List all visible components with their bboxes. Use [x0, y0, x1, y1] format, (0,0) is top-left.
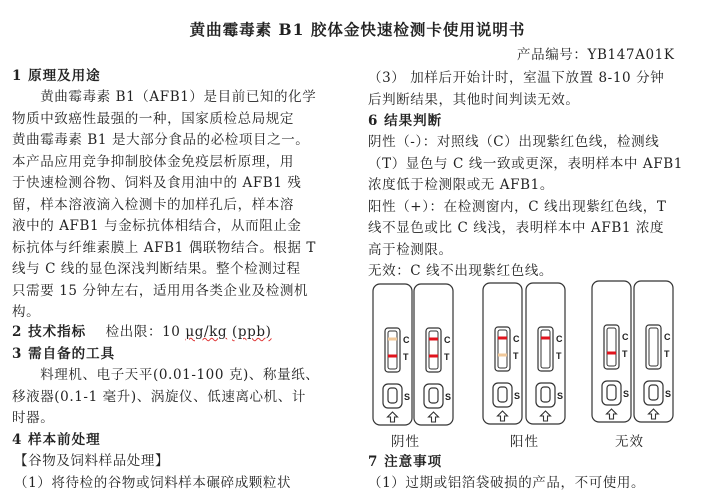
text-line: 黄曲霉毒素 B1（AFB1）是目前已知的化学: [12, 89, 317, 105]
s-label: S: [623, 389, 630, 399]
product-code: 产品编号：YB147A01K: [517, 47, 675, 63]
t-label: T: [444, 352, 450, 362]
text-line: 标抗体与纤维素膜上 AFB1 偶联物结合。根据 T: [12, 239, 317, 256]
text-line: 线不显色或比 C 线浅，表明样本中 AFB1 浓度: [368, 220, 665, 236]
section-3-heading: 3 需自备的工具: [12, 346, 116, 362]
c-label: C: [664, 332, 671, 342]
t-label: T: [622, 349, 628, 359]
text-line: 构。: [12, 304, 41, 320]
section-7-heading: 7 注意事项: [368, 454, 443, 470]
text-line: 线与 C 线的显色深浅判断结果。整个检测过程: [12, 261, 301, 277]
text-line: 本产品应用竞争抑制胶体金免疫层析原理，用: [12, 153, 294, 170]
c-label: C: [622, 332, 629, 342]
text-line: 物质中致癌性最强的一种，国家质检总局规定: [12, 110, 294, 127]
text-line: 移液器(0.1-1 毫升)、涡旋仪、低速离心机、计: [12, 388, 306, 405]
s-label: S: [445, 392, 452, 402]
detection-limit-unit: μg/kg: [185, 324, 228, 340]
s-label: S: [404, 392, 411, 402]
text-line: 于快速检测谷物、饲料及食用油中的 AFB1 残: [12, 175, 302, 191]
caption-positive: 阳性: [510, 434, 539, 450]
text-line: 后判断结果，其他时间判读无效。: [368, 91, 580, 108]
section-4-subheading: 【谷物及饲料样品处理】: [14, 453, 170, 469]
text-line: 黄曲霉毒素 B1 是大部分食品的必检项目之一。: [12, 132, 310, 148]
t-label: T: [556, 351, 562, 361]
text-line: 无效：C 线不出现紫红色线。: [368, 263, 554, 279]
c-line-mark: [541, 337, 550, 340]
caption-invalid: 无效: [615, 434, 644, 450]
text-line: 留，样本溶液滴入检测卡的加样孔后，样本溶: [12, 196, 294, 213]
section-4-line: （1）将待检的谷物或饲料样本碾碎成颗粒状: [14, 475, 292, 491]
text-line: 阴性（-）：对照线（C）出现紫红色线，检测线: [368, 134, 660, 150]
document-title: 黄曲霉毒素 B1 胶体金快速检测卡使用说明书: [189, 20, 526, 39]
section-4-heading: 4 样本前处理: [12, 432, 101, 448]
text-line: （T）显色与 C 线一致或更深，表明样本中 AFB1: [368, 155, 683, 172]
text-line: 阳性（+）：在检测窗内，C 线出现紫红色线，T: [368, 198, 667, 215]
text-line: 高于检测限。: [368, 241, 453, 258]
t-line-mark: [498, 354, 507, 357]
t-label: T: [513, 351, 519, 361]
t-line-mark: [429, 355, 438, 358]
c-line-mark: [429, 338, 438, 341]
section-6-heading: 6 结果判断: [368, 113, 443, 129]
c-line-mark: [498, 337, 507, 340]
text-line: （3） 加样后开始计时，室温下放置 8-10 分钟: [368, 70, 665, 86]
detection-limit-ppb: (ppb): [232, 324, 272, 340]
text-line: 液中的 AFB1 与金标抗体相结合，从而阻止金: [12, 218, 302, 234]
s-label: S: [557, 391, 564, 401]
s-label: S: [514, 391, 521, 401]
s-label: S: [665, 389, 672, 399]
t-label: T: [403, 352, 409, 362]
caption-negative: 阴性: [391, 434, 420, 450]
section-1-heading: 1 原理及用途: [12, 68, 101, 84]
text-line: 只需要 15 分钟左右，适用用各类企业及检测机: [12, 282, 309, 299]
c-label: C: [513, 334, 520, 344]
section-7-line: （1）过期或铝箔袋破损的产品，不可使用。: [368, 475, 646, 491]
section-2-heading: 2 技术指标: [12, 324, 87, 340]
text-line: 浓度低于检测限或无 AFB1。: [368, 177, 554, 193]
t-label: T: [664, 349, 670, 359]
c-line-mark: [388, 338, 397, 341]
t-line-mark: [388, 355, 397, 358]
c-label: C: [403, 335, 410, 345]
text-line: 时器。: [12, 410, 55, 426]
text-line: 料理机、电子天平(0.01-100 克)、称量纸、: [12, 367, 320, 383]
detection-limit-label: 检出限：10: [105, 324, 186, 340]
c-label: C: [556, 334, 563, 344]
c-label: C: [444, 335, 451, 345]
t-line-mark: [607, 352, 616, 355]
